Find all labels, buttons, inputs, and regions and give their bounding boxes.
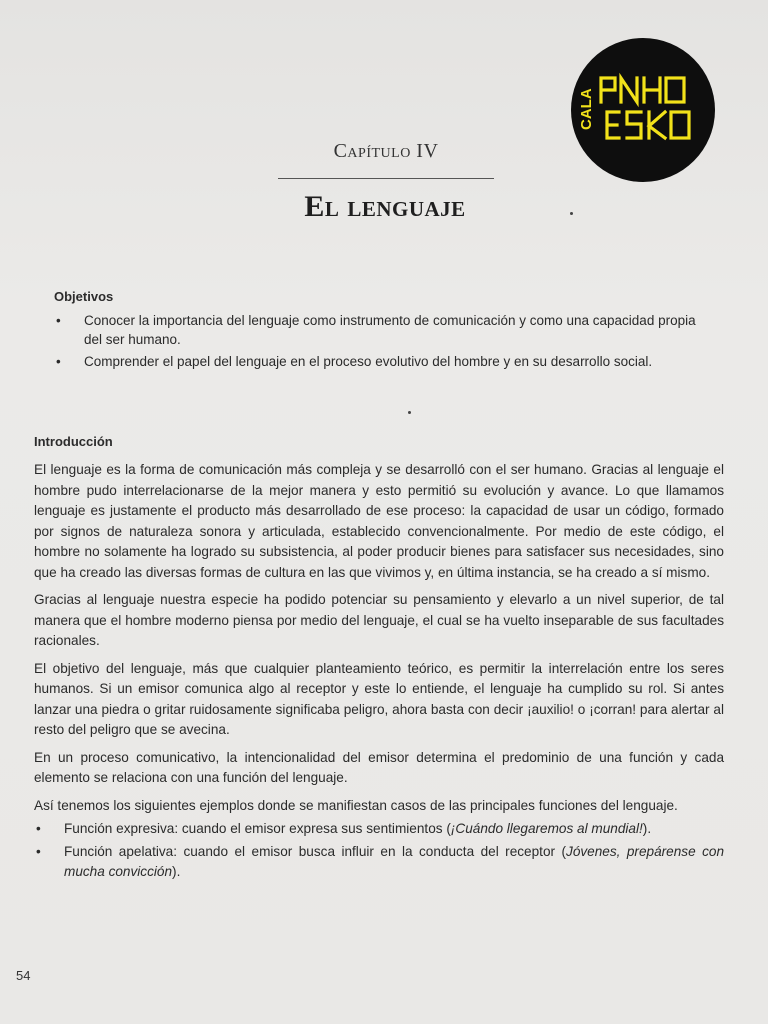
objectives-list bbox=[54, 311, 714, 374]
title-divider bbox=[278, 178, 494, 179]
paragraph: Gracias al lenguaje nuestra especie ha podido potenciar su pensamiento y elevarlo a un nivel superior, de tal manera que el hombre moderno piensa por medio del lenguaje, el cual se ha vuelto inseparable de sus facultades racionales. bbox=[34, 592, 724, 648]
list-item: • Comprender el papel del lenguaje en el proceso evolutivo del hombre y en su desarrollo social. bbox=[54, 352, 714, 371]
function-example: ¡Cuándo llegaremos al mundial! bbox=[450, 821, 643, 836]
page-number: 54 bbox=[16, 968, 31, 983]
logo-lettering-icon bbox=[571, 38, 715, 182]
list-item: • Conocer la importancia del lenguaje como instrumento de comunicación y como una capacidad propia del ser humano. bbox=[54, 311, 714, 349]
chapter-label: Capítulo IV bbox=[333, 140, 439, 162]
function-close: ). bbox=[172, 864, 181, 879]
circle-brand-logo bbox=[571, 38, 715, 182]
list-item bbox=[34, 842, 724, 883]
paragraph: En un proceso comunicativo, la intencionalidad del emisor determina el predominio de una función y cada elemento se relaciona con una función del lenguaje. bbox=[34, 749, 724, 785]
print-speck bbox=[570, 212, 573, 215]
paragraph: El objetivo del lenguaje, más que cualquier planteamiento teórico, es permitir la interrelación entre los seres humanos. Si un emisor comunica algo al receptor y este lo entiende, el lenguaje ha cumplido su rol. Si antes lanzar una piedra o gritar ruidosamente significaba peligro, ahora basta con decir ¡auxilio! o ¡corran! para alertar al resto del peligro que se avecina. bbox=[34, 660, 724, 737]
introduction-body bbox=[34, 460, 724, 885]
print-speck bbox=[408, 411, 411, 414]
functions-list bbox=[34, 819, 724, 883]
chapter-title: El lenguaje bbox=[304, 190, 466, 223]
paragraph: El lenguaje es la forma de comunicación más compleja y se desarrolló con el ser humano. Gracias al lenguaje el hombre pudo interrelacionarse de la mejor manera y esto permitió su evolución y avance. Lo que llamamos lenguaje es justamente el producto más desarrollado de ese proceso: la capacidad de usar un código, formado por signos de naturaleza sonora y articulada, establecido convencionalmente. Por medio de este código, el hombre no solamente ha logrado su subsistencia, al poder producir bienes para satisfacer sus necesidades, sino que ha creado las diversas formas de cultura en las que vivimos y, en última instancia, se ha creado a sí mismo. bbox=[34, 462, 724, 580]
introduction-heading: Introducción bbox=[34, 434, 113, 449]
function-description: Función expresiva: cuando el emisor expresa sus sentimientos ( bbox=[64, 821, 451, 836]
objectives-heading: Objetivos bbox=[54, 289, 114, 304]
paragraph: Así tenemos los siguientes ejemplos donde se manifiestan casos de las principales funciones del lenguaje. bbox=[34, 797, 678, 813]
list-item bbox=[34, 819, 724, 840]
svg-text:CALA: CALA bbox=[578, 88, 595, 130]
function-close: ). bbox=[642, 821, 652, 836]
function-description: Función apelativa: cuando el emisor busca influir en la conducta del receptor ( bbox=[64, 843, 567, 859]
function-example: Jóvenes, prepárense con mucha convicción bbox=[64, 843, 724, 879]
